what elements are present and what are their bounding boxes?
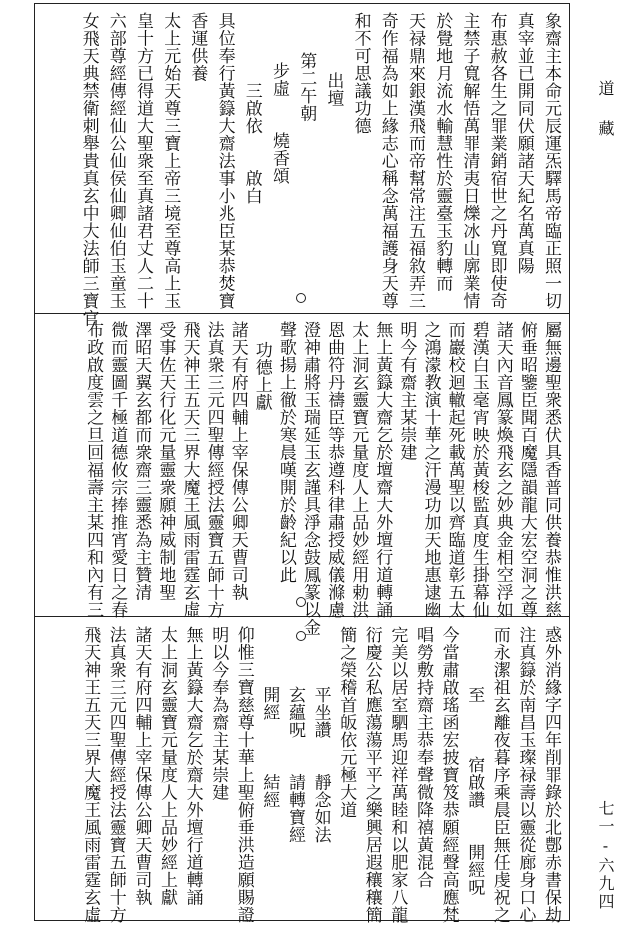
text-column: 太上洞玄靈寶元量度人上品妙經用勅洪 [348,321,369,619]
text-column: 而巖校迴轍起死載萬聖以齊臨道彰五太 [444,321,465,619]
text-column: 而永潔祖玄離夜暮序乘晨臣無任虔祝之 [489,626,510,924]
text-column: 平坐讚 靜念如法 [310,686,331,844]
text-column: 至 宿啟讚 開經呪 [464,686,485,896]
text-column: 法真衆三元四聖傳經授法靈寶五師十方 [105,626,126,924]
text-column: 步虛 燒香頌 [269,62,289,185]
text-column: 衍慶公私應蕩蕩平平之樂興居遐穰穰簡 [361,626,382,924]
register-divider-1 [34,313,570,314]
text-column: 惑外消緣字四年削罪錄於北鄷赤書保劫 [541,626,561,924]
text-column: 屬無邊聖衆悉伏具香普同供養恭惟洪慈 [541,321,561,619]
text-column: 太上洞玄靈寶元量度人上品妙經上獻 [157,626,177,906]
text-column: 澤昭天翼玄都而衆齋三靈悉為主贊清 [131,321,152,601]
text-column: 布惠赦各生之罪業銷宿世之丹寬即使奇 [486,12,507,310]
text-column: 法真衆三元四聖傳經授法靈寶五師十方 [203,321,224,619]
text-column: 仰惟三寶慈尊十華上聖俯垂洪造願賜證 [233,626,254,924]
text-column: 香運供養 [187,12,208,82]
text-column: 注真籙於南昌玉璨禄壽以靈從廊身口心 [515,626,536,924]
text-column: 明以今奉為齋主某崇建 [208,626,229,801]
text-column: 碧漢白玉毫宵映於黃梭監真度生掛幕仙 [468,321,489,619]
text-column: 主禁子寬解悟萬罪清夷日爍冰山廓業情 [459,12,480,310]
text-column: 諸天有府四輔上宰保傳公卿天曹司執 [131,626,152,906]
text-column: 皇十方已得道大聖衆至真諸君丈人二十 [133,12,153,310]
text-column: 唱勞敷持齋主恭奉聲微降禧黃混合 [413,626,433,889]
text-column: 之鴻濛教演十華之汗漫功加天地惠逮幽 [420,321,441,619]
collection-title: 道 藏 [596,80,615,140]
text-column: 奇作福為如上緣志心稱念萬福護身天尊 [377,12,398,310]
text-column: 和不可思議功德 [350,12,371,135]
text-column: 出壇 [323,72,344,107]
text-column: 第二午朝 [296,52,317,122]
text-column: 微而靈圖千極道德攸宗捧推宵愛日之春 [107,321,128,619]
text-column: 功德上獻 [251,341,272,411]
text-column: 玄蘊呪 請轉寶經 [285,686,305,844]
text-column: 真宰並已開同伏願諸天紀名萬真陽 [513,12,534,275]
text-column: 象齋主本命元辰運炁驛馬帝臨正照一切 [541,12,561,310]
text-column: 諸天內音鳳篆煥飛玄之妙典金相空浮如 [492,321,513,619]
text-column: 無上黃籙大齋乞於齋大外壇行道轉誦 [182,626,203,906]
text-register-middle [34,319,570,636]
text-column: 三啟依 啟白 [241,82,262,205]
text-column: 開經 結經 [259,686,280,809]
text-column: 無上黃籙大齋乞於壇齋大外壇行道轉誦 [372,321,393,619]
text-column: 太上元始天尊三寶上帝三境至尊高上玉 [160,12,181,310]
text-column: 飛天神王五天三界大魔王風雨雷霆玄虛 [80,626,101,924]
text-column: 簡之榮稽首皈依元極大道 [336,626,357,819]
text-column: 天禄鼎來銀漢飛而帝幫常注五福敘弄三 [405,12,425,310]
text-column: 諸天有府四輔上宰保傳公卿天曹司執 [227,321,248,601]
text-column: 飛天神王五天三界大魔王風雨雷霆玄虛 [179,321,200,619]
page-number: 七一‐六九四 [596,800,615,911]
text-column: 女飛天典禁衛刺舉貴真玄中大法師三寶官 [78,12,99,327]
text-column: 今當肅啟瑤函宏披寶笈恭願經聲高應梵 [438,626,459,924]
text-column: 澄神肅將玉瑞延玉玄謹具淨念鼓鳳篆以金 [300,321,320,636]
text-column: 俯垂昭鑒臣聞百魔隱韻龍大宏空洞之尊 [516,321,537,619]
text-column: 具位奉行黃籙大齋法事小兆臣某恭焚寶 [214,12,235,310]
text-column: 於覺地月流水輸慧性於靈臺玉豹轉而 [432,12,453,292]
text-register-bottom [34,624,570,924]
text-column: 六部尊經傳經仙公仙侯仙卿仙伯玉童玉 [105,12,126,310]
text-column: 恩曲符丹禱臣等恭遵科律肅授威儀滌慮 [324,321,345,619]
text-register-top [34,10,570,327]
text-column: 受事佐天行化元量靈衆願神威制地聖 [155,321,176,601]
text-column: 聲歌揚上徹於寒晨嘆開於齡紀以此 [275,321,296,584]
text-column: 明今有齋主某崇建 [396,321,417,461]
text-column: 完美以居室駟馬迎祥萬睦和以肥家八龍 [387,626,408,924]
text-column: 布政啟度雲之旦回福壽主某四和內有三 [83,321,104,619]
